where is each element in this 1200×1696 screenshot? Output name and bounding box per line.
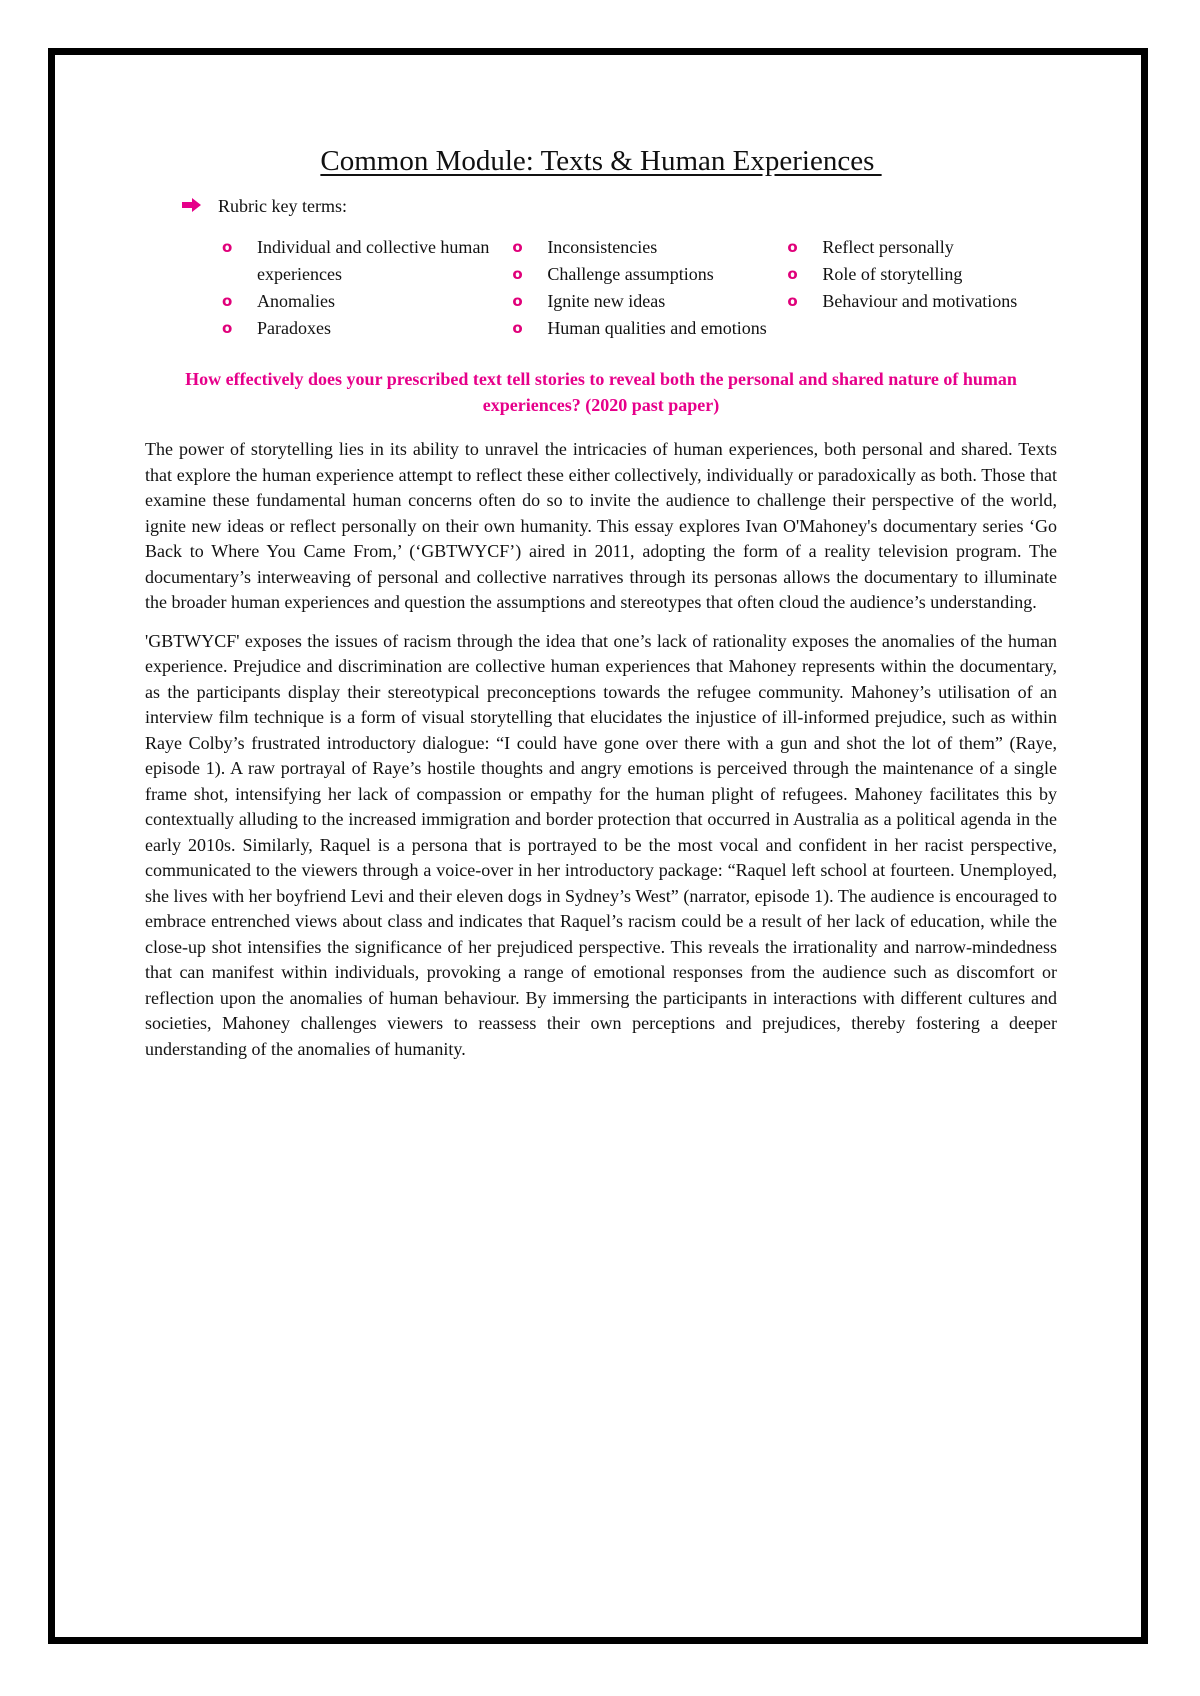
rubric-label: Rubric key terms:	[218, 196, 347, 216]
list-item: o Challenge assumptions	[512, 261, 787, 288]
list-item: o Individual and collective human experiences	[222, 234, 512, 288]
essay-paragraph-body: 'GBTWYCF' exposes the issues of racism through the idea that one’s lack of rationality exposes the anomalies of the human experience. Prejudice and discrimination are collective human experiences that Mahoney represents within the documentary, as the participants display their stereotypical preconceptions towards the refugee community. Mahoney’s utilisation of an interview film technique is a form of visual storytelling that elucidates the injustice of ill-informed prejudice, such as within Raye Colby’s frustrated introductory dialogue: “I could have gone over there with a gun and shot the lot of them” (Raye, episode 1). A raw portrayal of Raye’s hostile thoughts and angry emotions is perceived through the maintenance of a single frame shot, intensifying her lack of compassion or empathy for the human plight of refugees. Mahoney facilitates this by contextually alluding to the increased immigration and border protection that occurred in Australia as a political agenda in the early 2010s. Similarly, Raquel is a persona that is portrayed to be the most vocal and confident in her racist perspective, communicated to the viewers through a voice-over in her introductory package: “Raquel left school at fourteen. Unemployed, she lives with her boyfriend Levi and their eleven dogs in Sydney’s West” (narrator, episode 1). The audience is encouraged to embrace entrenched views about class and indicates that Raquel’s racism could be a result of her lack of education, while the close-up shot intensifies the significance of her prejudiced perspective. This reveals the irrationality and narrow-mindedness that can manifest within individuals, provoking a range of emotional responses from the audience such as discomfort or reflection upon the anomalies of human behaviour. By immersing the participants in interactions with different cultures and societies, Mahoney challenges viewers to reassess their own perceptions and prejudices, thereby fostering a deeper understanding of the anomalies of humanity.	[145, 630, 1057, 1059]
right-arrow-icon	[181, 196, 203, 214]
list-item: o Anomalies	[222, 288, 512, 315]
bullet-icon: o	[787, 238, 798, 256]
key-terms-grid	[222, 234, 1057, 342]
key-terms-column-2	[512, 234, 787, 342]
bullet-icon: o	[512, 238, 523, 256]
bullet-icon: o	[787, 292, 798, 310]
bullet-icon: o	[222, 292, 233, 310]
bullet-icon: o	[512, 319, 523, 337]
essay-paragraph-intro: The power of storytelling lies in its ability to unravel the intricacies of human experiences, both personal and shared. Texts that explore the human experience attempt to reflect these either collectively, individually or paradoxically as both. Those that examine these fundamental human concerns often do so to invite the audience to challenge their perspective of the world, ignite new ideas or reflect personally on their own humanity. This essay explores Ivan O'Mahoney's documentary series ‘Go Back to Where You Came From,’ (‘GBTWYCF’) aired in 2011, adopting the form of a reality television program. The documentary’s interweaving of personal and collective narratives through its personas allows the documentary to illuminate the broader human experiences and question the assumptions and stereotypes that often cloud the audience’s understanding.	[145, 439, 1057, 612]
essay-question: How effectively does your prescribed text tell stories to reveal both the personal and shared nature of human experiences? (2020 past paper)	[185, 369, 1017, 415]
bullet-icon: o	[222, 238, 233, 256]
bullet-icon: o	[787, 265, 798, 283]
bullet-icon: o	[512, 292, 523, 310]
list-item: o Paradoxes	[222, 315, 512, 342]
key-terms-column-3	[787, 234, 1057, 342]
list-item: o Inconsistencies	[512, 234, 787, 261]
bullet-icon: o	[512, 265, 523, 283]
list-item: o Reflect personally	[787, 234, 1057, 261]
page-title: Common Module: Texts & Human Experiences	[320, 145, 882, 177]
list-item: o Behaviour and motivations	[787, 288, 1057, 315]
document-body	[145, 145, 1057, 1075]
list-item: o Ignite new ideas	[512, 288, 787, 315]
list-item: o Human qualities and emotions	[512, 315, 787, 342]
rubric-heading	[145, 196, 1057, 217]
key-terms-column-1	[222, 234, 512, 342]
list-item: o Role of storytelling	[787, 261, 1057, 288]
bullet-icon: o	[222, 319, 233, 337]
